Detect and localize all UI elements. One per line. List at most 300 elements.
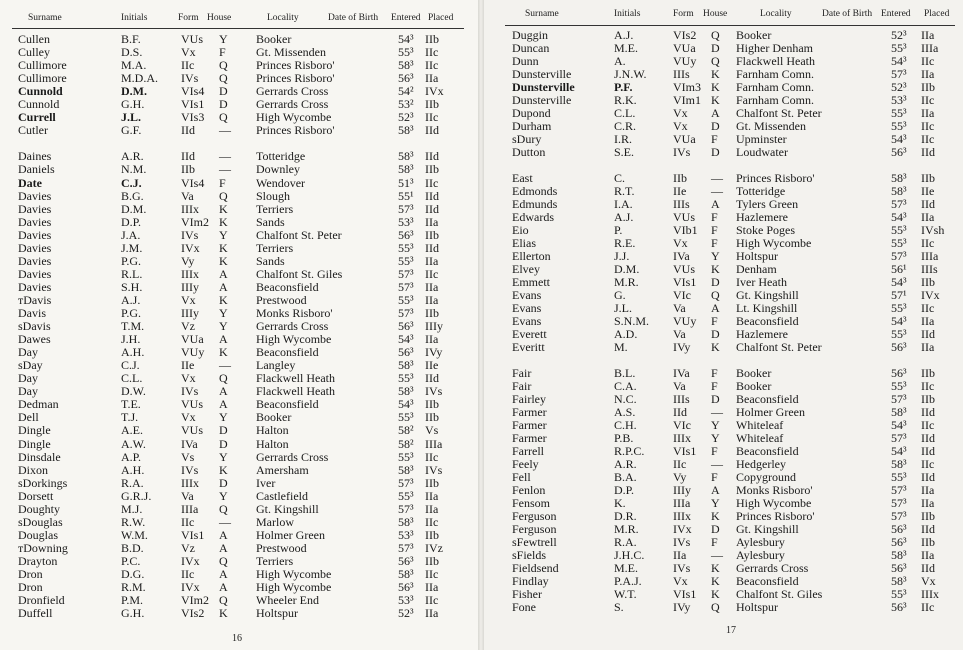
initials-cell: T.E. [121,397,141,411]
surname-cell: Dawes [18,332,51,346]
locality-cell: High Wycombe [256,110,332,124]
surname-cell: Davies [18,241,52,255]
house-cell: Y [219,319,228,333]
surname-cell: Fell [512,470,531,484]
placed-cell: IVx [921,288,940,302]
house-cell: D [711,119,720,133]
placed-cell: IIb [425,554,439,568]
locality-cell: Upminster [736,132,787,146]
table-row [0,419,963,432]
house-cell: A [711,197,720,211]
left-header-entered: Entered [391,13,421,23]
placed-cell: IIb [921,275,935,289]
initials-cell: S.H. [121,280,143,294]
form-cell: VIm2 [181,593,209,607]
table-row [0,68,963,81]
initials-cell: R.T. [614,184,635,198]
surname-cell: Fenlon [512,483,546,497]
initials-cell: A.W. [121,437,146,451]
entered-cell: 55³ [891,119,907,133]
form-cell: Va [181,189,194,203]
table-row [0,406,963,419]
house-cell: Q [219,371,228,385]
form-cell: IIe [181,358,195,372]
house-cell: — [219,358,231,372]
initials-cell: C.A. [614,379,637,393]
house-cell: Q [219,58,228,72]
placed-cell: IIa [921,106,935,120]
entered-cell: 56³ [398,345,414,359]
house-cell: — [219,162,231,176]
locality-cell: Gerrards Cross [256,319,329,333]
surname-cell: sDury [512,132,542,146]
table-row [0,601,963,614]
entered-cell: 58³ [398,567,414,581]
surname-cell: Dingle [18,437,51,451]
table-row [0,42,963,55]
initials-cell: W.M. [121,528,148,542]
surname-cell: Fair [512,366,532,380]
surname-cell: Dron [18,567,43,581]
house-cell: K [711,93,720,107]
locality-cell: High Wycombe [736,496,812,510]
surname-cell: Cullen [18,32,50,46]
entered-cell: 58³ [891,574,907,588]
left-header-initials: Initials [121,13,148,23]
house-cell: Q [219,554,228,568]
form-cell: IIIy [181,280,199,294]
placed-cell: IIa [921,314,935,328]
initials-cell: B.G. [121,189,144,203]
form-cell: VIm3 [673,80,701,94]
locality-cell: Higher Denham [736,41,813,55]
placed-cell: IIb [921,392,935,406]
entered-cell: 54³ [891,418,907,432]
initials-cell: J.N.W. [614,67,647,81]
house-cell: A [219,280,228,294]
placed-cell: IId [921,470,935,484]
house-cell: K [711,80,720,94]
entered-cell: 55³ [891,236,907,250]
table-row [0,224,963,237]
surname-cell: Dorsett [18,489,54,503]
placed-cell: IId [921,561,935,575]
initials-cell: J.L. [121,110,142,124]
surname-cell: Davies [18,202,52,216]
placed-cell: IIa [425,489,439,503]
entered-cell: 54³ [398,332,414,346]
house-cell: — [711,457,723,471]
surname-cell: Ellerton [512,249,551,263]
form-cell: Vz [181,319,195,333]
entered-cell: 56³ [398,319,414,333]
initials-cell: G.R.J. [121,489,152,503]
house-cell: D [219,437,228,451]
entered-cell: 58³ [891,457,907,471]
locality-cell: Hazlemere [736,210,788,224]
placed-cell: IIc [425,515,439,529]
initials-cell: G.F. [121,123,142,137]
form-cell: VIm2 [181,215,209,229]
form-cell: IIe [673,184,687,198]
entered-cell: 55³ [891,379,907,393]
placed-cell: IIa [425,332,439,346]
initials-cell: J.L. [614,301,632,315]
form-cell: Vx [181,293,196,307]
surname-cell: East [512,171,533,185]
entered-cell: 55³ [398,489,414,503]
surname-cell: Eio [512,223,529,237]
entered-cell: 54³ [891,275,907,289]
locality-cell: Gt. Kingshill [736,288,799,302]
house-cell: Y [711,496,720,510]
placed-cell: IIIa [921,249,939,263]
locality-cell: Wendover [256,176,306,190]
locality-cell: Slough [256,189,291,203]
initials-cell: C.L. [614,106,636,120]
initials-cell: R.A. [614,535,637,549]
house-cell: — [711,405,723,419]
surname-cell: Elvey [512,262,540,276]
locality-cell: Chalfont St. Giles [736,587,823,601]
house-cell: Q [219,110,228,124]
table-row [0,120,963,133]
house-cell: A [219,541,228,555]
initials-cell: B.A. [614,470,637,484]
entered-cell: 58³ [398,162,414,176]
form-cell: VIs1 [673,587,697,601]
initials-cell: A.R. [614,457,637,471]
initials-cell: M.R. [614,275,639,289]
house-cell: Q [711,28,720,42]
initials-cell: C.J. [121,176,142,190]
entered-cell: 57³ [398,476,414,490]
initials-cell: D.W. [121,384,146,398]
table-row [0,523,963,536]
placed-cell: IIb [425,397,439,411]
right-page-number: 17 [726,625,736,636]
form-cell: Va [181,489,194,503]
table-row [0,172,963,185]
locality-cell: Holtspur [256,606,298,620]
locality-cell: Chalfont St. Peter [256,228,342,242]
entered-cell: 53³ [891,93,907,107]
locality-cell: Beaconsfield [736,314,799,328]
table-row [0,393,963,406]
house-cell: — [219,149,231,163]
initials-cell: P.G. [121,306,142,320]
surname-cell: Elias [512,236,536,250]
form-cell: IIIs [673,392,690,406]
table-row [0,198,963,211]
form-cell: IVs [181,71,199,85]
right-header-initials: Initials [614,9,641,19]
entered-cell: 58³ [891,548,907,562]
form-cell: IIIx [181,476,199,490]
initials-cell: R.A. [121,476,144,490]
surname-cell: Cunnold [18,97,60,111]
form-cell: VUy [181,345,205,359]
form-cell: VUs [673,210,696,224]
placed-cell: IId [425,123,439,137]
placed-cell: IIa [425,580,439,594]
entered-cell: 55¹ [398,189,414,203]
initials-cell: J.M. [121,241,143,255]
initials-cell: A.D. [614,327,638,341]
right-header-entered: Entered [881,9,911,19]
surname-cell: Drayton [18,554,58,568]
form-cell: Vx [673,574,688,588]
initials-cell: P.C. [121,554,141,568]
placed-cell: IIc [425,110,439,124]
surname-cell: Douglas [18,528,58,542]
house-cell: A [219,267,228,281]
house-cell: F [711,379,718,393]
left-header-locality: Locality [267,13,299,23]
initials-cell: C.H. [614,418,637,432]
initials-cell: R.E. [614,236,636,250]
locality-cell: Princes Risboro' [256,58,335,72]
locality-cell: Iver Heath [736,275,787,289]
house-cell: F [711,535,718,549]
locality-cell: Farnham Comn. [736,93,814,107]
entered-cell: 58³ [398,58,414,72]
placed-cell: IIb [425,228,439,242]
house-cell: Q [219,593,228,607]
table-row [0,458,963,471]
entered-cell: 58² [398,437,414,451]
locality-cell: Holtspur [736,249,778,263]
house-cell: D [711,41,720,55]
entered-cell: 57³ [398,502,414,516]
table-row [0,367,963,380]
surname-cell: Day [18,345,38,359]
placed-cell: IIa [425,71,439,85]
table-row [0,302,963,315]
house-cell: — [711,184,723,198]
house-cell: D [219,423,228,437]
locality-cell: Copyground [736,470,796,484]
house-cell: — [219,123,231,137]
house-cell: K [219,606,228,620]
form-cell: VIs4 [181,84,205,98]
placed-cell: IVsh [921,223,945,237]
form-cell: VIb1 [673,223,698,237]
surname-cell: Ferguson [512,522,557,536]
initials-cell: K. [614,496,626,510]
initials-cell: D.R. [614,509,637,523]
house-cell: D [219,84,228,98]
form-cell: Vx [181,45,196,59]
surname-cell: Date [18,176,42,190]
right-header-surname: Surname [525,9,559,19]
form-cell: IVs [673,535,691,549]
form-cell: IVs [181,463,199,477]
house-cell: F [711,236,718,250]
table-row [0,133,963,146]
surname-cell: Farmer [512,431,547,445]
locality-cell: Whiteleaf [736,418,784,432]
initials-cell: R.K. [614,93,637,107]
right-header-house: House [703,9,728,19]
entered-cell: 57³ [891,431,907,445]
initials-cell: A.E. [121,423,143,437]
left-header-dob: Date of Birth [328,13,379,23]
form-cell: VIm1 [673,93,701,107]
entered-cell: 58³ [398,463,414,477]
surname-cell: Dell [18,410,39,424]
entered-cell: 57³ [398,541,414,555]
initials-cell: J.H.C. [614,548,645,562]
entered-cell: 57¹ [891,288,907,302]
entered-cell: 54³ [891,444,907,458]
surname-cell: Dinsdale [18,450,61,464]
entered-cell: 55³ [398,45,414,59]
entered-cell: 55³ [398,410,414,424]
surname-cell: Davies [18,215,52,229]
initials-cell: S.E. [614,145,635,159]
initials-cell: T.M. [121,319,145,333]
placed-cell: Vx [921,574,936,588]
surname-cell: Edmunds [512,197,558,211]
house-cell: K [711,340,720,354]
surname-cell: Evans [512,314,542,328]
surname-cell: Daniels [18,162,55,176]
placed-cell: IIa [921,28,935,42]
house-cell: F [711,223,718,237]
placed-cell: IIc [425,450,439,464]
house-cell: K [711,574,720,588]
entered-cell: 58³ [891,171,907,185]
placed-cell: IIIx [921,587,939,601]
entered-cell: 57³ [891,509,907,523]
placed-cell: IIa [425,280,439,294]
locality-cell: Amersham [256,463,309,477]
placed-cell: IIc [921,379,935,393]
entered-cell: 55³ [891,587,907,601]
form-cell: VIs1 [673,444,697,458]
locality-cell: Gt. Kingshill [736,522,799,536]
locality-cell: Gerrards Cross [256,450,329,464]
surname-cell: Ferguson [512,509,557,523]
placed-cell: IIb [425,528,439,542]
house-cell: — [711,548,723,562]
entered-cell: 56¹ [891,262,907,276]
locality-cell: Castlefield [256,489,308,503]
table-row [0,237,963,250]
house-cell: Y [219,489,228,503]
surname-cell: Edmonds [512,184,558,198]
surname-cell: Fair [512,379,532,393]
surname-cell: Cullimore [18,58,67,72]
form-cell: IVs [181,228,199,242]
house-cell: F [711,366,718,380]
form-cell: Vx [181,371,196,385]
house-cell: D [711,522,720,536]
placed-cell: IVx [425,84,444,98]
house-cell: Q [219,189,228,203]
placed-cell: IIc [921,54,935,68]
initials-cell: A.J. [121,293,141,307]
form-cell: IIIy [181,306,199,320]
locality-cell: Holtspur [736,600,778,614]
surname-cell: Dutton [512,145,546,159]
table-row [0,146,963,159]
locality-cell: Beaconsfield [736,444,799,458]
table-row [0,536,963,549]
entered-cell: 57³ [891,392,907,406]
initials-cell: D.G. [121,567,145,581]
locality-cell: Denham [736,262,777,276]
entered-cell: 56³ [891,366,907,380]
entered-cell: 57³ [891,197,907,211]
initials-cell: A.H. [121,345,145,359]
house-cell: K [711,67,720,81]
placed-cell: IIe [425,358,439,372]
locality-cell: High Wycombe [256,332,332,346]
surname-cell: Farmer [512,405,547,419]
entered-cell: 58² [398,423,414,437]
entered-cell: 56³ [891,600,907,614]
placed-cell: Vs [425,423,439,437]
entered-cell: 58³ [398,149,414,163]
surname-cell: Davies [18,254,52,268]
placed-cell: IVs [425,463,443,477]
house-cell: K [711,262,720,276]
form-cell: IVa [673,249,690,263]
initials-cell: G. [614,288,626,302]
initials-cell: R.M. [121,580,146,594]
placed-cell: IId [921,145,935,159]
form-cell: IVx [673,522,692,536]
form-cell: IVx [181,580,200,594]
locality-cell: Booker [736,28,772,42]
form-cell: IId [181,149,195,163]
surname-cell: Davies [18,267,52,281]
locality-cell: Booker [736,379,772,393]
surname-cell: Duncan [512,41,550,55]
surname-cell: sDay [18,358,43,372]
house-cell: Q [711,600,720,614]
form-cell: VUs [181,397,204,411]
locality-cell: Stoke Poges [736,223,796,237]
table-row [0,55,963,68]
house-cell: Y [711,249,720,263]
locality-cell: Flackwell Heath [256,384,335,398]
house-cell: D [711,145,720,159]
placed-cell: IIc [425,45,439,59]
locality-cell: Downley [256,162,300,176]
house-cell: Y [219,410,228,424]
locality-cell: Chalfont St. Peter [736,340,822,354]
form-cell: Vy [181,254,195,268]
locality-cell: Princes Risboro' [736,509,815,523]
surname-cell: Fieldsend [512,561,559,575]
house-cell: D [711,327,720,341]
initials-cell: C.J. [121,358,140,372]
locality-cell: Loudwater [736,145,788,159]
form-cell: IVa [181,437,198,451]
initials-cell: N.M. [121,162,147,176]
locality-cell: Princes Risboro' [256,123,335,137]
house-cell: K [711,587,720,601]
entered-cell: 57³ [398,267,414,281]
entered-cell: 56³ [891,561,907,575]
entered-cell: 57³ [891,496,907,510]
form-cell: IVs [181,384,199,398]
entered-cell: 54² [398,84,414,98]
house-cell: K [711,561,720,575]
